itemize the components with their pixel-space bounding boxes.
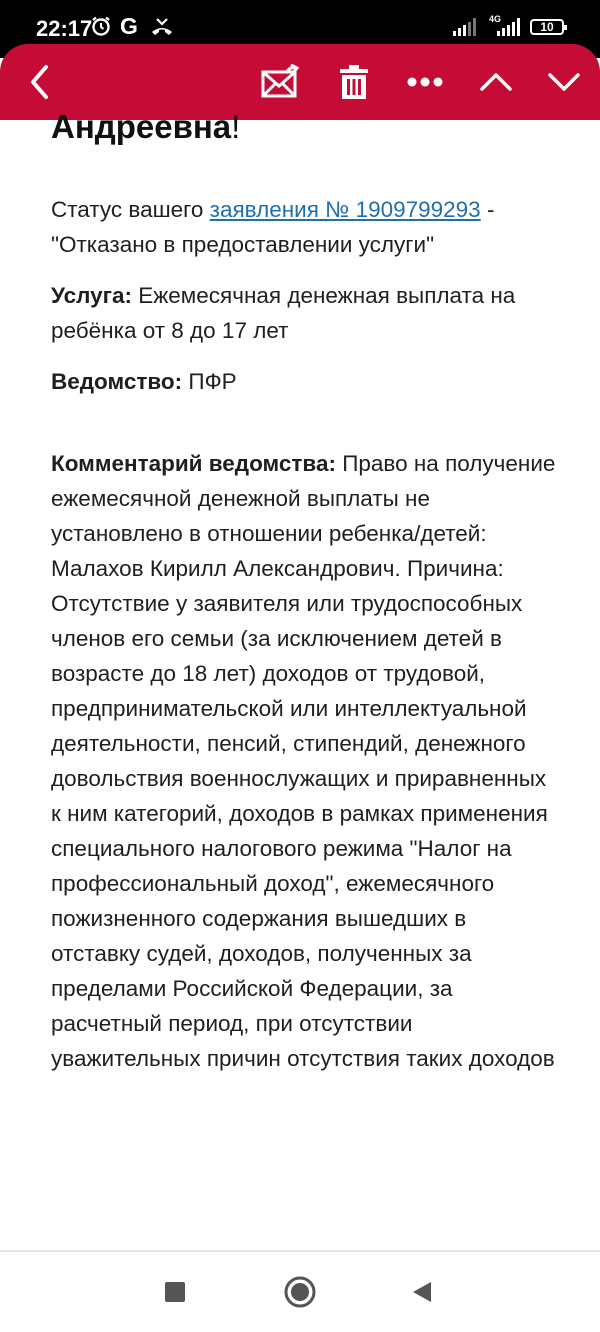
delete-icon[interactable] [330, 58, 378, 106]
missed-call-icon [150, 16, 174, 43]
service-paragraph [51, 278, 556, 348]
status-suffix: - "Отказано в предоставлении услуги" [51, 197, 495, 257]
comment-label: Комментарий ведомства: [51, 451, 336, 476]
back-icon[interactable] [16, 58, 64, 106]
recipient-name-text: Андреевна [51, 108, 232, 145]
battery-icon [530, 19, 564, 35]
department-paragraph [51, 364, 556, 399]
system-nav-bar [0, 1252, 600, 1332]
recipient-name [51, 107, 240, 147]
back-triangle-icon[interactable] [402, 1272, 442, 1312]
application-link[interactable]: заявления № 1909799293 [209, 197, 481, 222]
mark-unread-icon[interactable] [256, 58, 304, 106]
department-value: ПФР [182, 369, 237, 394]
next-icon[interactable] [540, 58, 588, 106]
service-label: Услуга: [51, 283, 132, 308]
status-paragraph [51, 192, 556, 262]
status-prefix: Статус вашего [51, 197, 210, 222]
status-time: 22:17 [36, 16, 93, 41]
recents-square-icon[interactable] [155, 1272, 195, 1312]
comment-value: Право на получение ежемесячной денежной выплаты не установлено в отношении ребенка/детей: Малахов Кирилл Александрович. Причина: Отсутствие у заявителя или трудоспособных членов его семьи (за исключением детей в возрасте до 18 лет) доходов от трудовой, предпринимательской или интеллектуальной деятельности, пенсий, стипендий, денежного довольствия военнослужащих и приравненных к ним категорий, доходов в рамках применения специального налогового режима "Налог на профессиональный доход", ежемесячного пожизненного содержания вышедших в отставку судей, доходов, полученных за пределами Российской Федерации, за расчетный период, при отсутствии уважительных причин отсутствия таких доходов [51, 451, 556, 1071]
department-label: Ведомство: [51, 369, 183, 394]
signal-icon-sim2 [497, 18, 521, 41]
home-circle-icon[interactable] [280, 1272, 320, 1312]
previous-icon[interactable] [472, 58, 520, 106]
google-icon: G [120, 13, 138, 39]
recipient-name-punct: ! [231, 108, 241, 145]
comment-paragraph [51, 446, 556, 1076]
more-icon[interactable] [401, 58, 449, 106]
battery-level: 10 [540, 20, 554, 34]
signal-icon-sim1 [453, 18, 477, 41]
service-value: Ежемесячная денежная выплата на ребёнка от 8 до 17 лет [51, 283, 516, 343]
alarm-icon [90, 15, 112, 42]
network-type-label: 4G [489, 14, 502, 24]
